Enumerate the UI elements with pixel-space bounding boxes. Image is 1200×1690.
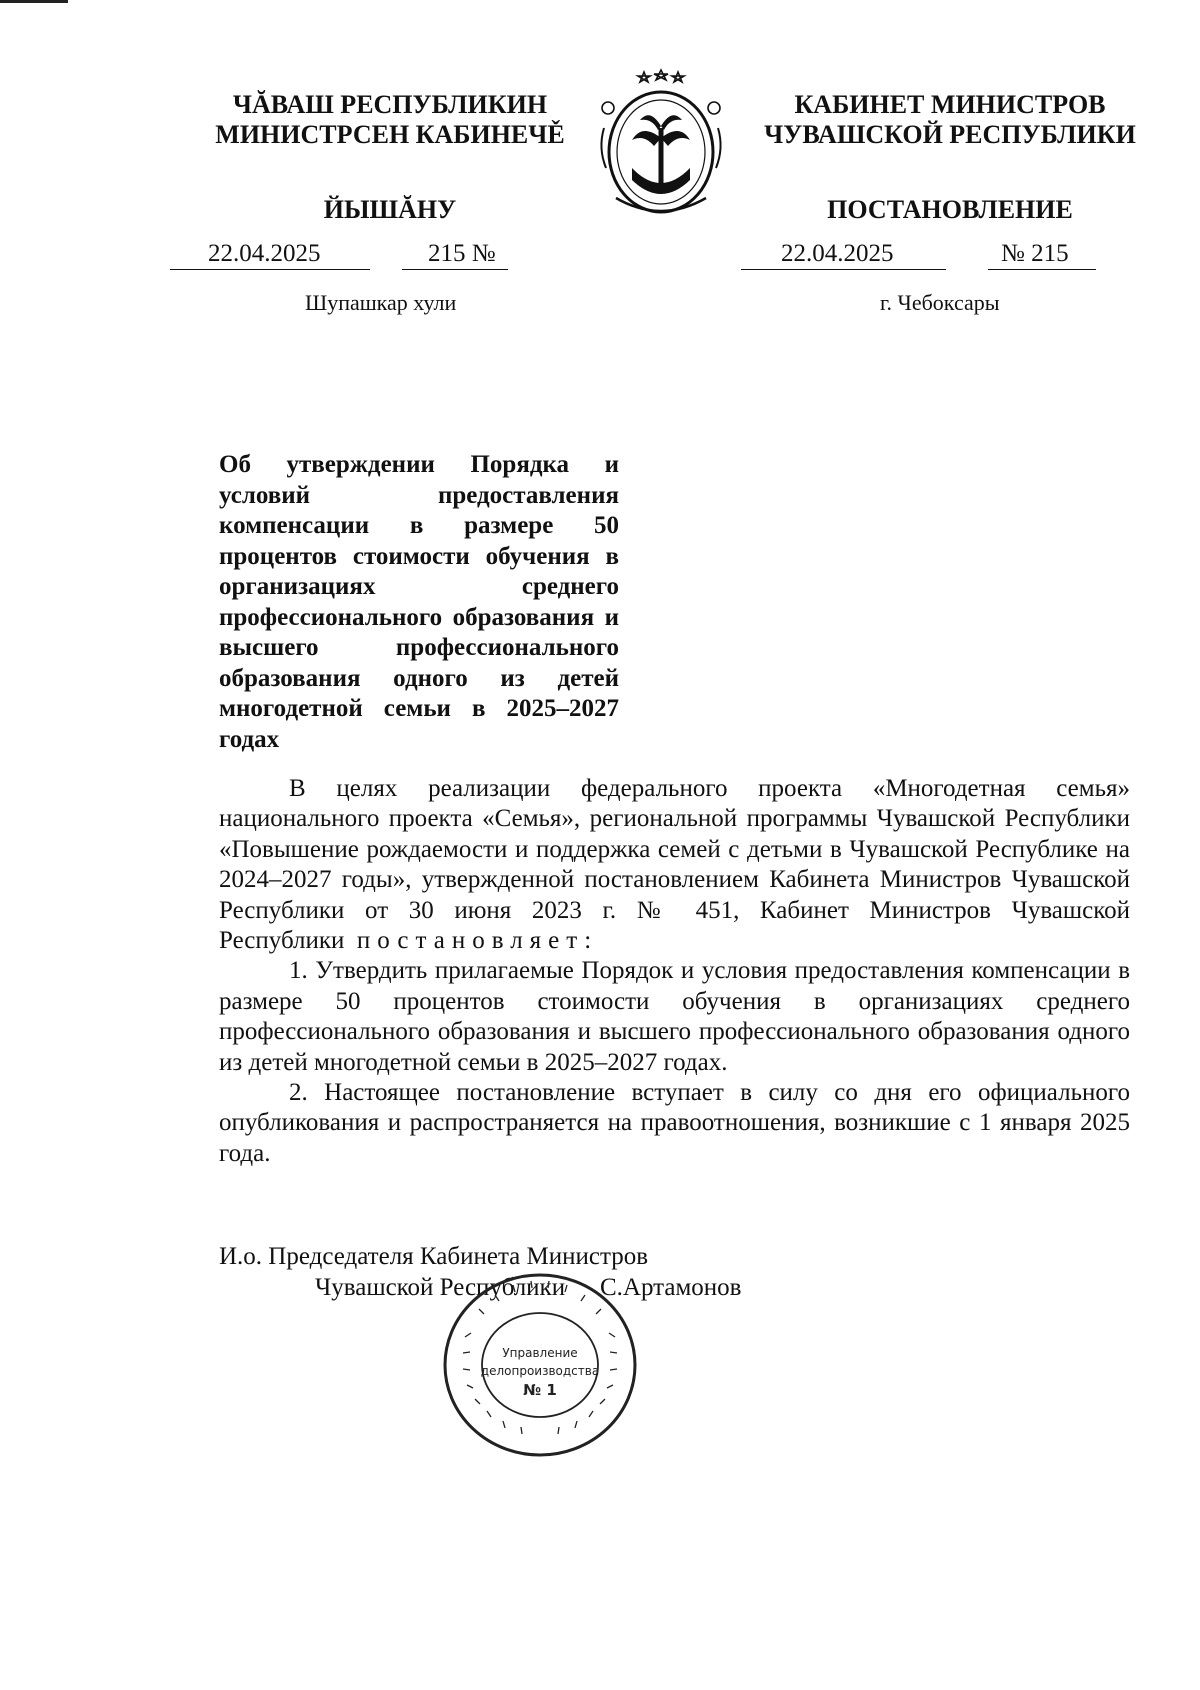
body-preamble <box>219 774 1130 956</box>
official-stamp-icon <box>435 1265 645 1465</box>
header-left <box>180 90 600 225</box>
stamp-line3: № 1 <box>523 1381 557 1399</box>
header-left-doc-type: ЙЫШĂНУ <box>323 195 457 224</box>
stamp-line2: делопроизводства <box>480 1364 600 1378</box>
document-title: Об утверждении Порядка и условий предоставления компенсации в размере 50 процентов стоимости обучения в организациях среднего профессионального образования и высшего профессионального образования одного из детей многодетной семьи в 2025–2027 годах <box>219 451 619 753</box>
right-number-underline <box>988 269 1096 270</box>
signature-name: С.Артамонов <box>600 1274 742 1301</box>
signature-title-line2: Чувашской Республики <box>315 1274 566 1301</box>
preamble-text: В целях реализации федерального проекта «Многодетная семья» национального проекта «Семья», региональной программы Чувашской Республики «Повышение рождаемости и поддержка семей с детьми в Чувашской Республике на 2024–2027 годы», утвержденной постановлением Кабинета Министров Чувашской Республики от 30 июня 2023 г. № 451, Кабинет Министров Чувашской Республики <box>219 775 1130 955</box>
left-date: 22.04.2025 <box>208 240 321 267</box>
header-right-line1: КАБИНЕТ МИНИСТРОВ <box>794 90 1106 119</box>
body-item-2: 2. Настоящее постановление вступает в силу со дня его официального опубликования и распространяется на правоотношения, возникшие с 1 января 2025 года. <box>219 1079 1130 1167</box>
body-item-1: 1. Утвердить прилагаемые Порядок и условия предоставления компенсации в размере 50 процентов стоимости обучения в организациях среднего профессионального образования и высшего профессионального образования одного из детей многодетной семьи в 2025–2027 годах. <box>219 957 1130 1076</box>
header-right-doc-type: ПОСТАНОВЛЕНИЕ <box>827 195 1073 224</box>
chuvash-republic-emblem-icon <box>592 68 730 218</box>
left-number: 215 № <box>428 240 496 267</box>
header-left-line2: МИНИСТРСЕН КАБИНЕЧĚ <box>215 120 565 149</box>
right-date: 22.04.2025 <box>781 240 894 267</box>
header-right-line2: ЧУВАШСКОЙ РЕСПУБЛИКИ <box>764 120 1136 149</box>
left-city: Шупашкар хули <box>305 290 457 315</box>
right-city: г. Чебоксары <box>880 290 1000 315</box>
header-right <box>740 90 1160 225</box>
resolves-word: постановляет: <box>356 927 599 955</box>
signature-title-line1: И.о. Председателя Кабинета Министров <box>219 1243 649 1270</box>
stamp-line1: Управление <box>502 1346 578 1360</box>
scan-corner-mark <box>0 0 68 3</box>
right-date-underline <box>741 269 946 270</box>
right-number: № 215 <box>1001 240 1069 267</box>
left-date-underline <box>170 269 370 270</box>
header-left-line1: ЧĂВАШ РЕСПУБЛИКИН <box>232 90 548 119</box>
document-body <box>219 774 1130 1169</box>
left-number-underline <box>402 269 508 270</box>
